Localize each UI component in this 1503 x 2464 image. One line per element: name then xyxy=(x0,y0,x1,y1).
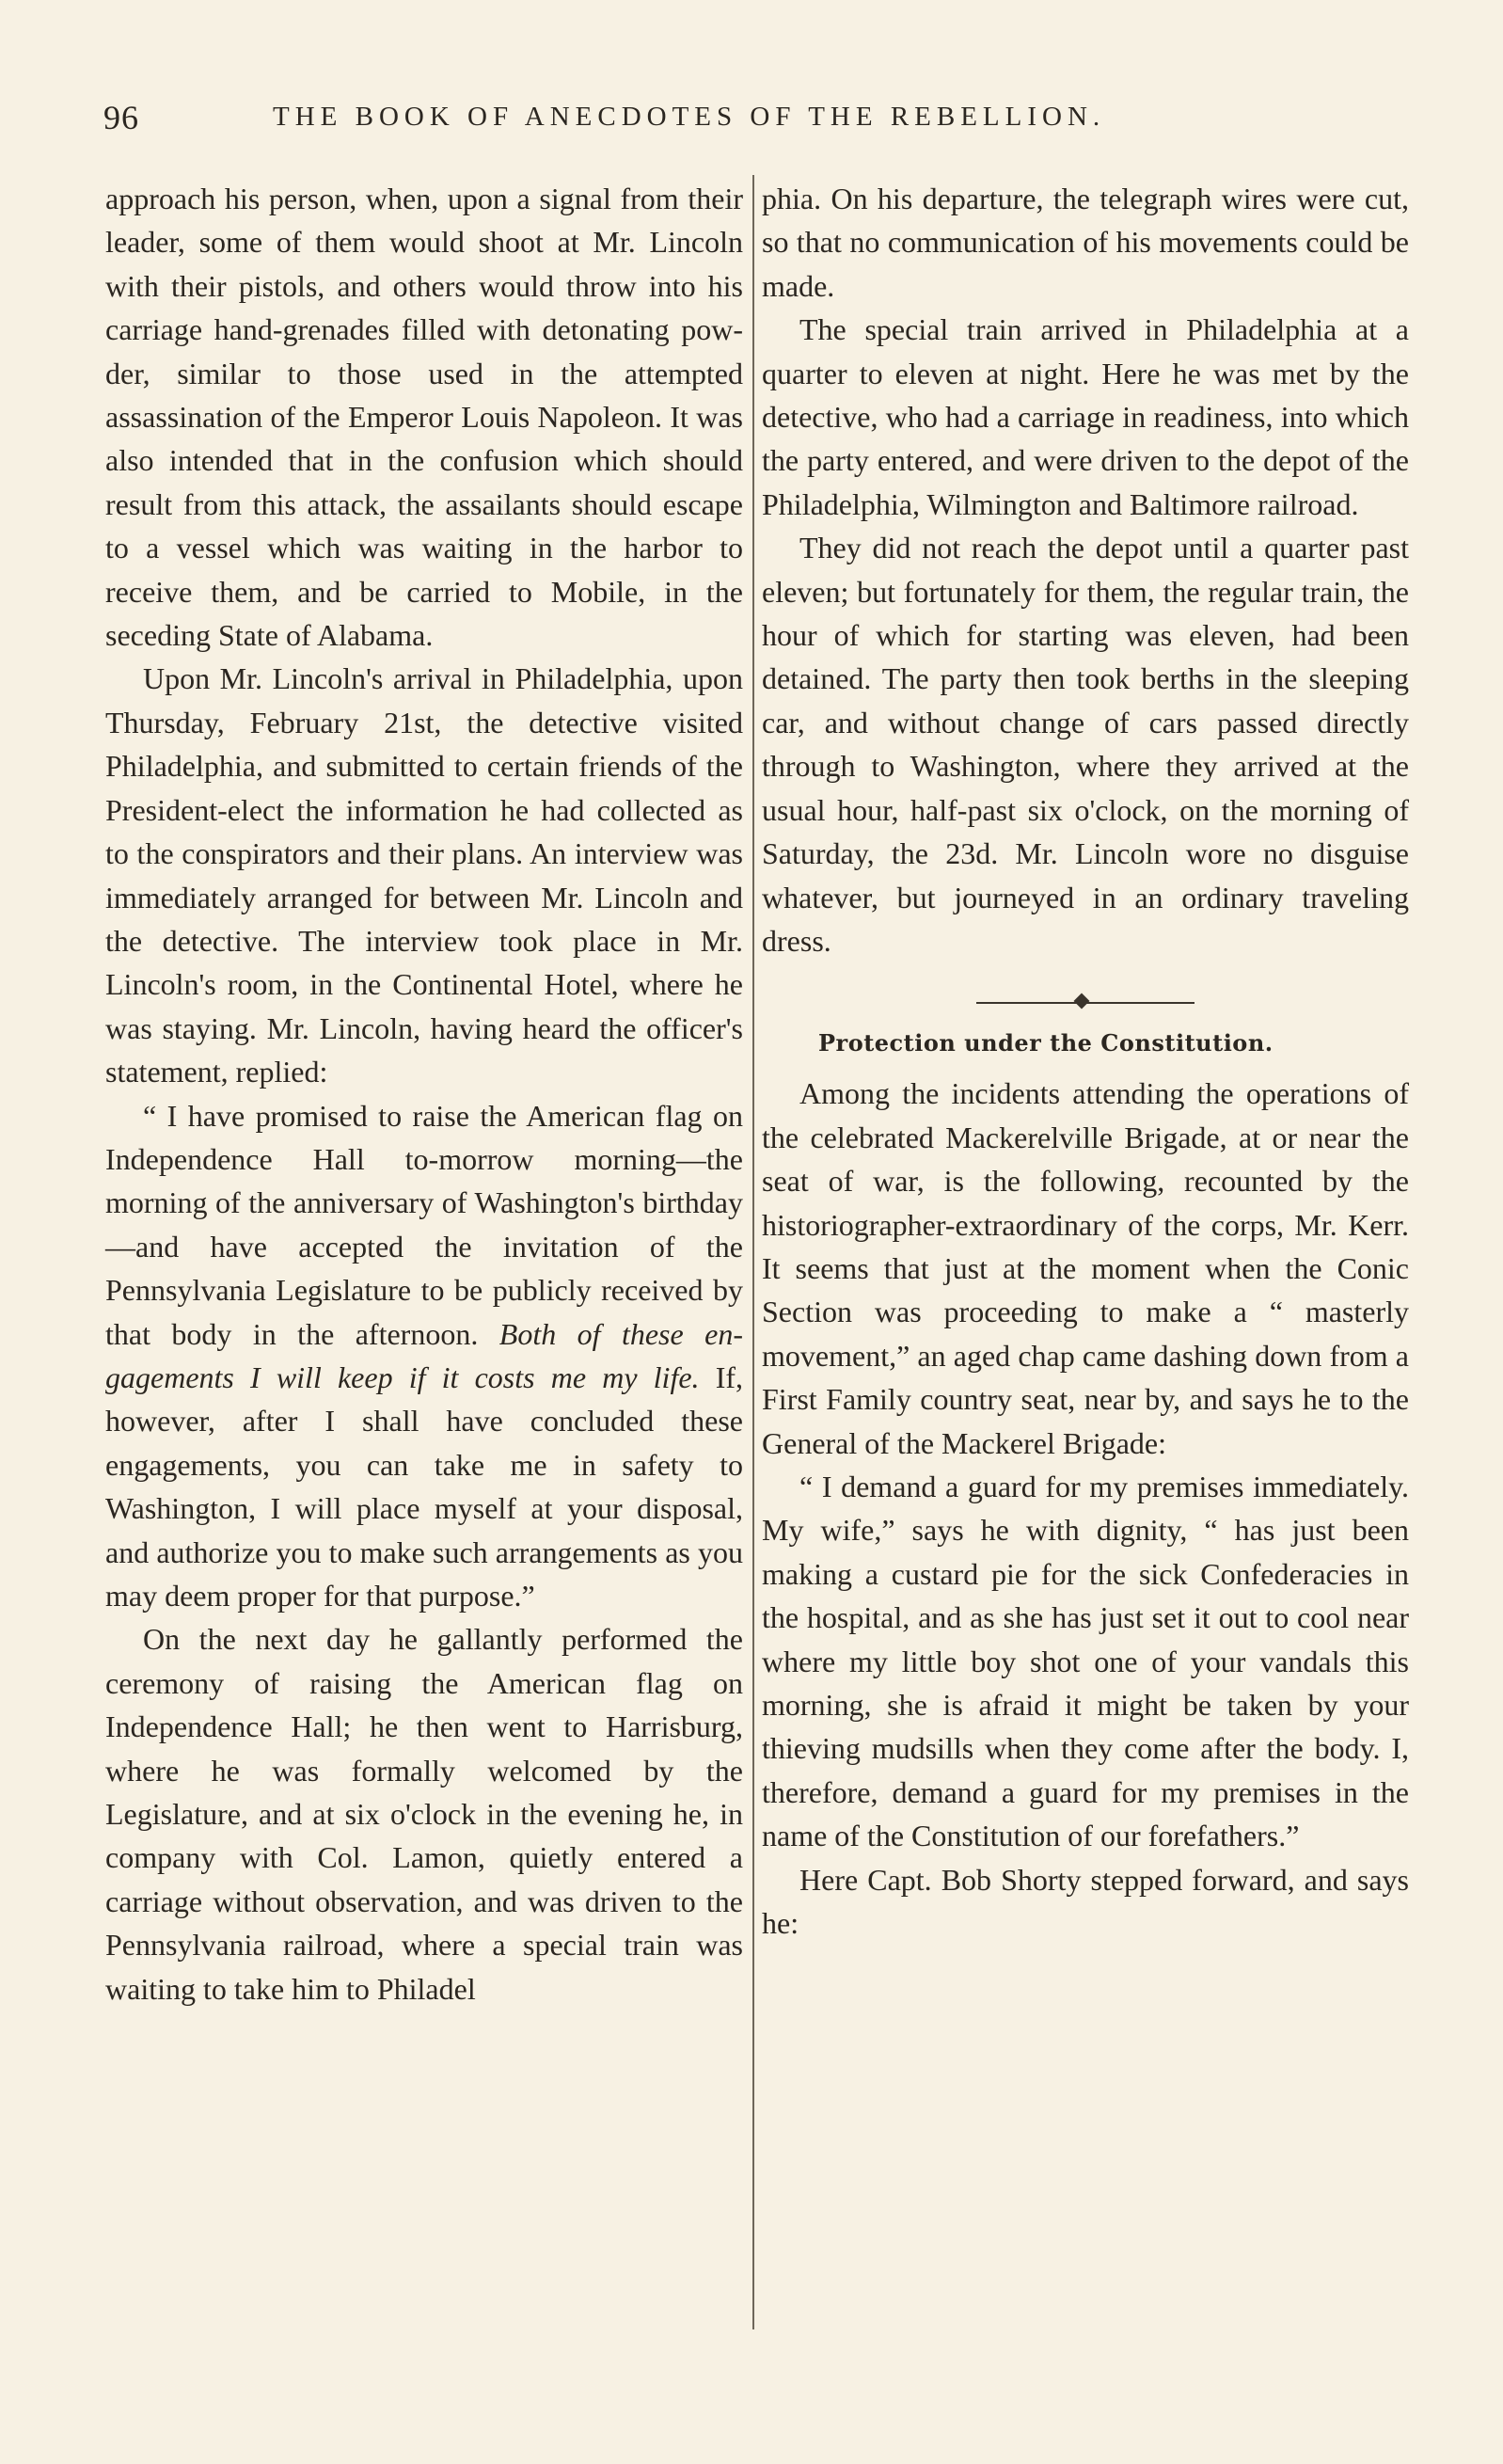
italic-emphasis: Both of these engagements I will keep if it costs me my life. xyxy=(105,1316,744,1394)
quote-text: If, however, after I shall have concluded these engagements, you can take me in safety to Washington, I will place myself at your disposal, and authorize you to make such arrangements as you may deem proper for that purpose.” xyxy=(105,1359,744,1613)
section-heading: Protection under the Constitution. xyxy=(818,1029,1274,1057)
paragraph: They did not reach the depot until a quarter past eleven; but fortunately for them, the regular train, the hour of which for starting was eleven, had been detained. The party then took berths in the sleeping car, and without change of cars passed directly through to Washington, where they arrived at the usual hour, half-past six o'clock, on the morning of Saturday, the 23d. Mr. Lincoln wore no disguise whatever, but journeyed in an ordinary traveling dress. xyxy=(762,531,1409,958)
paragraph: Here Capt. Bob Shorty stepped forward, and says he: xyxy=(762,1862,1409,1941)
quote-paragraph xyxy=(105,1094,743,1618)
running-title: THE BOOK OF ANECDOTES OF THE REBELLION. xyxy=(273,102,1106,132)
paragraph: approach his person, when, upon a signal from their leader, some of them would shoot at Mr. Lincoln with their pistols, and others would throw into his carriage hand-grenades filled with detonating powder, similar to those used in the attempted assassination of the Emperor Louis Napoleon. It was also intended that in the confusion which should result from this attack, the assailants should escape to a vessel which was waiting in the harbor to receive them, and be carried to Mobile, in the seceding State of Alabama. xyxy=(105,182,743,653)
page-header xyxy=(103,98,1232,135)
paragraph: Among the incidents attending the operations of the celebrated Mackerelville Brigade, at or near the seat of war, is the following, recounted by the historiographer-extraordinary of the corps, Mr. Kerr. It seems that just at the moment when the Conic Section was proceeding to make a “ masterly movement,” an aged chap came dashing down from a First Family country seat, near by, and says he to the General of the Mackerel Brigade: xyxy=(762,1076,1409,1460)
paragraph: On the next day he gallantly performed the ceremony of raising the American flag on Independence Hall; he then went to Harrisburg, where he was formally welcomed by the Legislature, and at six o'clock in the evening he, in company with Col. Lamon, quietly entered a carriage without observation, and was driven to the Pennsylvania railroad, where a special train was waiting to take him to Philadel xyxy=(105,1622,743,2006)
quote-paragraph: “ I demand a guard for my premises immediately. My wife,” says he with dignity, “ has just been making a custard pie for the sick Confederacies in the hospital, and as she has just set it out to cool near where my little boy shot one of your vandals this morning, she is afraid it might be taken by your thieving mudsills when they come after the body. I, therefore, demand a guard for my premises in the name of the Constitution of our forefathers.” xyxy=(762,1469,1409,1853)
quote-text: “ I have promised to raise the American flag on Independence Hall to-morrow morning—the morning of the anniversary of Washington's birthday—and have accepted the invitation of the Pennsylvania Legislature to be publicly received by that body in the afternoon. xyxy=(105,1098,743,1351)
right-column xyxy=(762,177,1409,1945)
diamond-icon xyxy=(1074,994,1090,1009)
paragraph: The special train arrived in Philadelphia at a quarter to eleven at night. Here he was met by the detective, who had a carriage in readiness, into which the party entered, and were driven to the depot of the Philadelphia, Wilmington and Baltimore railroad. xyxy=(762,312,1409,521)
section-divider-ornament xyxy=(976,1002,1194,1004)
column-divider xyxy=(752,175,754,2329)
paragraph: Upon Mr. Lincoln's arrival in Philadelphia, upon Thursday, February 21st, the detective visited Philadelphia, and submitted to certain friends of the President-elect the information he had collected as to the conspirators and their plans. An interview was immediately arranged for between Mr. Lincoln and the detective. The interview took place in Mr. Lincoln's room, in the Continental Hotel, where he was staying. Mr. Lincoln, having heard the officer's statement, replied: xyxy=(105,661,743,1089)
page-number: 96 xyxy=(103,99,139,136)
paragraph: phia. On his departure, the telegraph wires were cut, so that no communication of his movements could be made. xyxy=(762,182,1409,303)
left-column xyxy=(105,177,743,2011)
